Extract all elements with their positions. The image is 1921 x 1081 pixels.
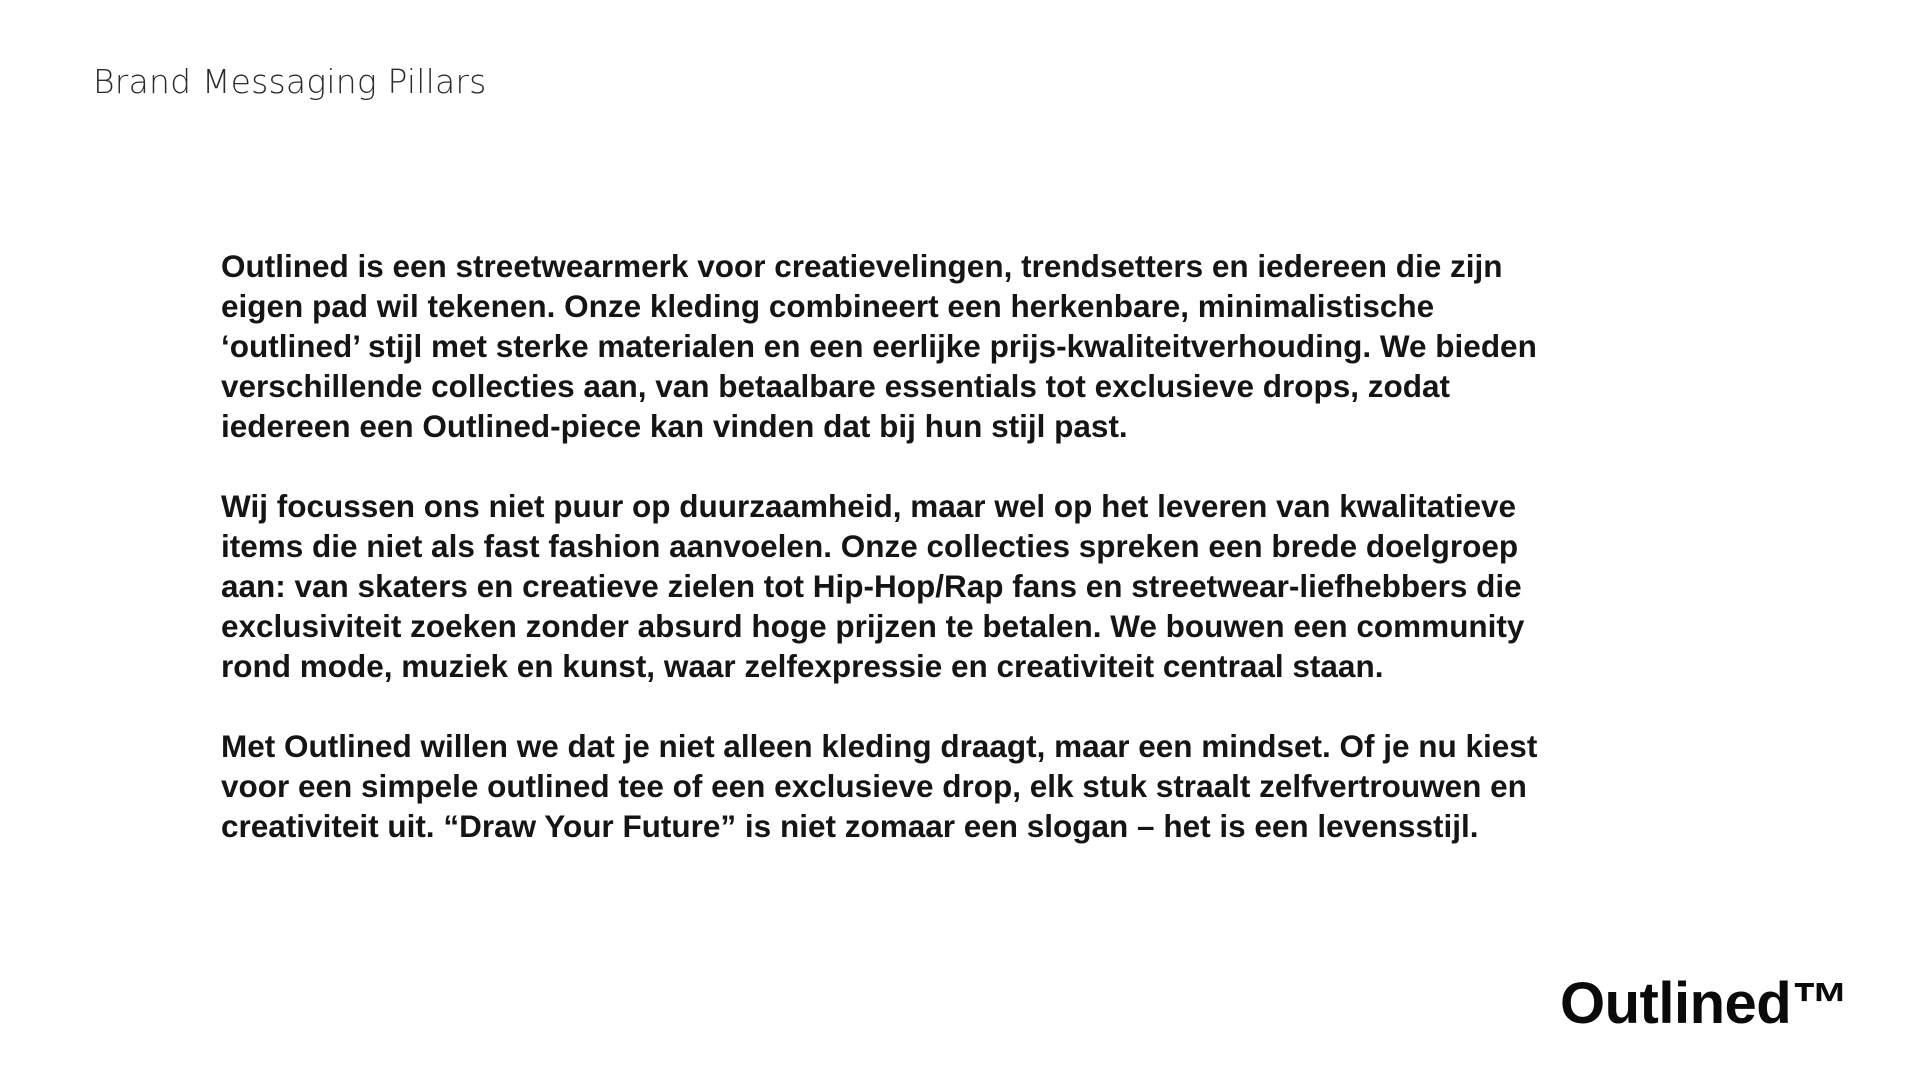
text-line: Wij focussen ons niet puur op duurzaamheid, maar wel op het leveren van kwalitatieve [221,488,1517,524]
text-line: creativiteit uit. “Draw Your Future” is niet zomaar een slogan – het is een levensstijl. [221,808,1479,844]
text-line: iedereen een Outlined-piece kan vinden dat bij hun stijl past. [221,408,1128,444]
text-line: voor een simpele outlined tee of een exclusieve drop, elk stuk straalt zelfvertrouwen en [221,768,1527,804]
text-line: verschillende collecties aan, van betaalbare essentials tot exclusieve drops, zodat [221,368,1451,404]
brand-logo: Outlined™ [1560,971,1849,1036]
text-line: Met Outlined willen we dat je niet alleen kleding draagt, maar een mindset. Of je nu kiest [221,728,1538,764]
text-line: ‘outlined’ stijl met sterke materialen en een eerlijke prijs-kwaliteitverhouding. We bieden [221,328,1537,364]
text-line: items die niet als fast fashion aanvoelen. Onze collecties spreken een brede doelgroep [221,528,1519,564]
text-line: aan: van skaters en creatieve zielen tot Hip-Hop/Rap fans en streetwear-liefhebbers die [221,568,1522,604]
body-text [221,246,1701,886]
text-line: Outlined is een streetwearmerk voor creatievelingen, trendsetters en iedereen die zijn [221,248,1503,284]
text-line: exclusiviteit zoeken zonder absurd hoge prijzen te betalen. We bouwen een community [221,608,1525,644]
paragraph-identity [221,246,1701,446]
text-line: rond mode, muziek en kunst, waar zelfexpressie en creativiteit centraal staan. [221,648,1384,684]
paragraph-audience [221,486,1701,686]
paragraph-mindset [221,726,1701,846]
text-line: eigen pad wil tekenen. Onze kleding combineert een herkenbare, minimalistische [221,288,1435,324]
slide-title: Brand Messaging Pillars [93,62,487,101]
